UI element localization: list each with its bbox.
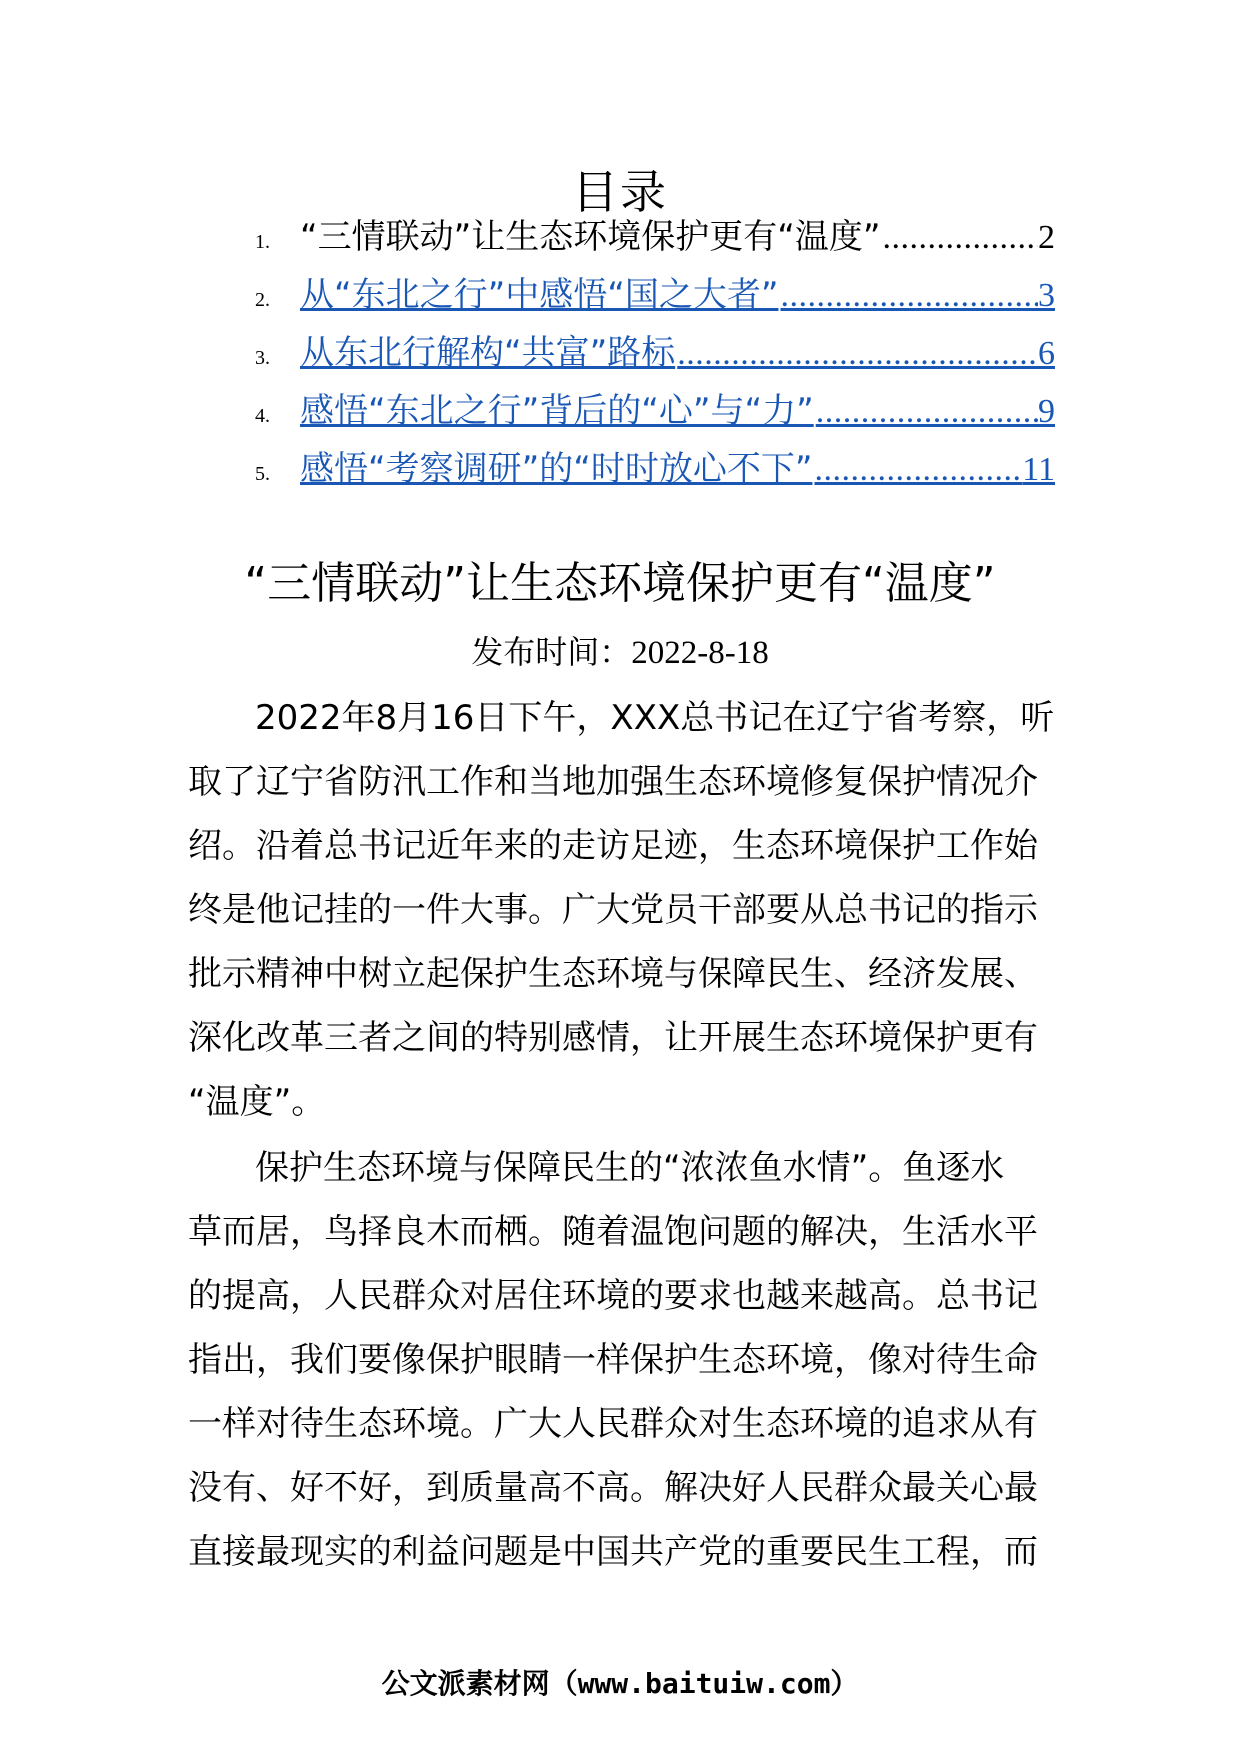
paragraph-1-line: 2022年8月16日下午，XXX总书记在辽宁省考察，听 [255,698,1055,738]
toc-title: 目录 [572,165,668,219]
toc-item-2[interactable] [255,270,1055,320]
paragraph-2-line: 保护生态环境与保障民生的“浓浓鱼水情”。鱼逐水 [255,1148,1005,1188]
paragraph-1-line: 深化改革三者之间的特别感情，让开展生态环境保护更有 [188,1018,1038,1058]
paragraph-2-line: 草而居，鸟择良木而栖。随着温饱问题的解决，生活水平 [188,1212,1038,1252]
toc-item-number: 5. [255,463,270,485]
paragraph-2-line: 没有、好不好，到质量高不高。解决好人民群众最关心最 [188,1468,1038,1508]
paragraph-2-line: 指出，我们要像保护眼睛一样保护生态环境，像对待生命 [188,1340,1038,1380]
toc-item-5[interactable] [255,444,1055,494]
toc-item-page[interactable]: 11 [1022,451,1055,488]
paragraph-2-line: 的提高，人民群众对居住环境的要求也越来越高。总书记 [188,1276,1038,1316]
toc-item-page[interactable]: 2 [1038,219,1055,256]
toc-leader-dots[interactable] [814,387,1038,437]
toc-item-number: 1. [255,231,270,253]
toc-leader-dots[interactable] [812,445,1022,495]
toc-item-number: 2. [255,289,270,311]
toc-item-number: 3. [255,347,270,369]
paragraph-2-line: 一样对待生态环境。广大人民群众对生态环境的追求从有 [188,1404,1038,1444]
paragraph-1-line: 终是他记挂的一件大事。广大党员干部要从总书记的指示 [188,890,1038,930]
toc-leader-dots[interactable] [778,271,1038,321]
toc-item-4[interactable] [255,386,1055,436]
toc-item-label[interactable]: 感悟“东北之行”背后的“心”与“力” [300,391,814,431]
toc-item-label[interactable]: “三情联动”让生态环境保护更有“温度” [300,217,881,257]
article-title: “三情联动”让生态环境保护更有“温度” [244,558,996,609]
paragraph-1-line: 绍。沿着总书记近年来的走访足迹，生态环境保护工作始 [188,826,1038,866]
toc-item-page[interactable]: 3 [1038,277,1055,314]
toc-leader-dots [880,213,1038,263]
paragraph-1-line: 取了辽宁省防汛工作和当地加强生态环境修复保护情况介 [188,762,1038,802]
footer-watermark: 公文派素材网（www.baituiw.com） [381,1667,859,1700]
publish-time [0,627,1240,678]
toc-item-1[interactable] [255,212,1055,262]
paragraph-1-line: 批示精神中树立起保护生态环境与保障民生、经济发展、 [188,954,1038,994]
toc-item-label[interactable]: 感悟“考察调研”的“时时放心不下” [300,449,813,489]
toc-leader-dots[interactable] [675,329,1038,379]
paragraph-1-line: “温度”。 [188,1082,326,1122]
toc-item-3[interactable] [255,328,1055,378]
publish-date: 2022-8-18 [631,635,769,671]
toc-item-label[interactable]: 从“东北之行”中感悟“国之大者” [300,275,779,315]
publish-label: 发布时间： [471,633,632,671]
toc-item-label[interactable]: 从东北行解构“共富”路标 [300,333,676,373]
toc-item-number: 4. [255,405,270,427]
toc-item-page[interactable]: 6 [1038,335,1055,372]
paragraph-2-line: 直接最现实的利益问题是中国共产党的重要民生工程，而 [188,1532,1038,1572]
toc-item-page[interactable]: 9 [1038,393,1055,430]
